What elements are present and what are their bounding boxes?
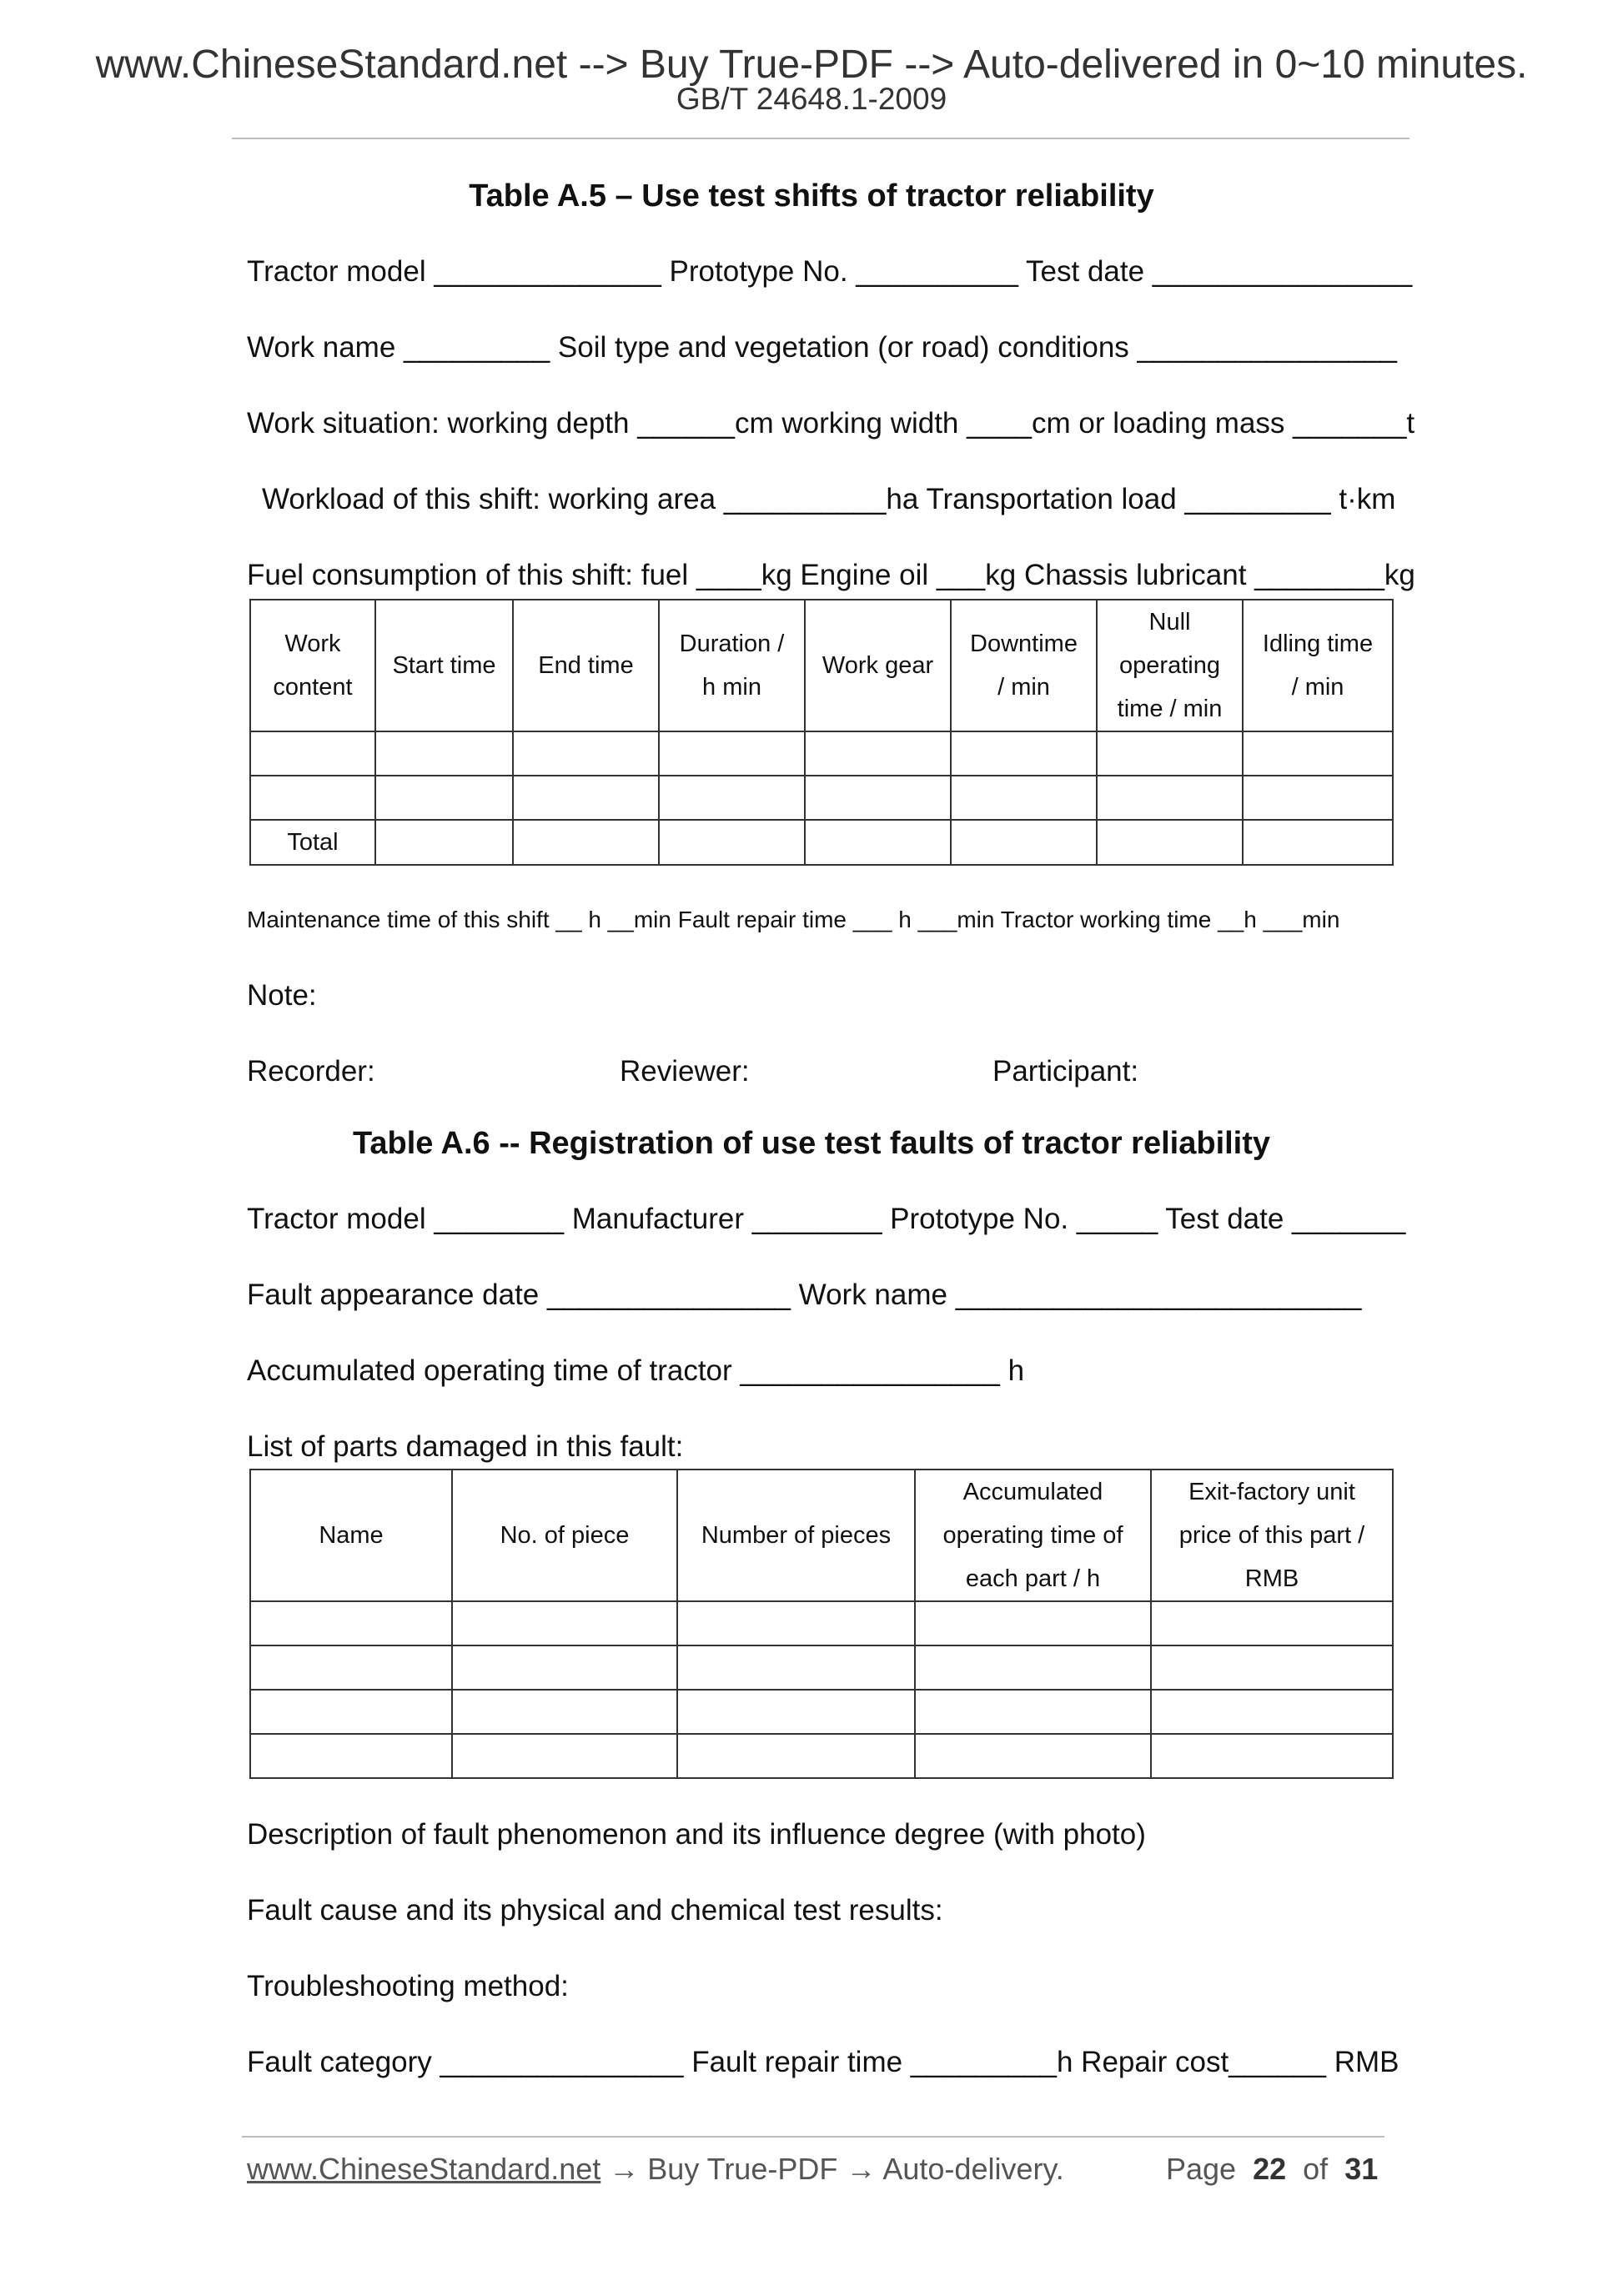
table-cell[interactable] (1097, 776, 1243, 820)
table-cell[interactable] (1243, 820, 1393, 865)
page-number: 22 (1253, 2152, 1287, 2186)
a6-fault-date-line: Fault appearance date _______________ Work name _________________________ (247, 1279, 1362, 1311)
a6-accumulated-time-line: Accumulated operating time of tractor ________________ h (247, 1354, 1025, 1387)
page-indicator (1166, 2152, 1378, 2187)
table-cell[interactable] (452, 1734, 677, 1778)
header-duration: Duration / h min (659, 600, 805, 731)
table-cell[interactable] (659, 820, 805, 865)
table-cell[interactable] (452, 1601, 677, 1645)
table-cell[interactable] (1243, 731, 1393, 776)
table-cell[interactable] (915, 1601, 1151, 1645)
table-a5-total-row (250, 820, 1393, 865)
table-cell[interactable] (452, 1690, 677, 1734)
a6-fault-cause: Fault cause and its physical and chemical test results: (247, 1894, 943, 1927)
table-cell[interactable] (1243, 776, 1393, 820)
table-cell[interactable] (1097, 820, 1243, 865)
header-accumulated-operating-time: Accumulated operating time of each part / h (915, 1470, 1151, 1601)
table-a6-grid (249, 1469, 1394, 1779)
table-cell[interactable] (951, 731, 1097, 776)
table-cell[interactable] (915, 1734, 1151, 1778)
a5-participant: Participant: (992, 1055, 1139, 1088)
table-cell[interactable] (375, 776, 513, 820)
table-cell[interactable] (951, 776, 1097, 820)
of-label: of (1303, 2152, 1329, 2186)
footer-auto-delivery: Auto-delivery. (882, 2152, 1064, 2186)
page-total: 31 (1344, 2152, 1379, 2186)
standard-number: GB/T 24648.1-2009 (676, 82, 947, 116)
a5-workload-line: Workload of this shift: working area __________ha Transportation load _________ t·km (262, 483, 1396, 515)
table-a6-header-row (250, 1470, 1393, 1601)
table-row (250, 1734, 1393, 1778)
table-cell[interactable] (452, 1645, 677, 1690)
table-cell[interactable] (513, 820, 659, 865)
total-label: Total (250, 820, 375, 865)
table-cell[interactable] (1097, 731, 1243, 776)
table-cell[interactable] (513, 776, 659, 820)
a5-work-name-line: Work name _________ Soil type and vegetation (or road) conditions ________________ (247, 331, 1397, 364)
a5-note: Note: (247, 979, 317, 1012)
header-start-time: Start time (375, 600, 513, 731)
a5-recorder: Recorder: (247, 1055, 375, 1088)
table-cell[interactable] (250, 1734, 452, 1778)
page-label: Page (1166, 2152, 1237, 2186)
top-banner: www.ChineseStandard.net --> Buy True-PDF --> Auto-delivered in 0~10 minutes. (95, 43, 1528, 87)
table-cell[interactable] (250, 776, 375, 820)
header-idling-time: Idling time / min (1243, 600, 1393, 731)
a5-work-situation-line: Work situation: working depth ______cm working width ____cm or loading mass _______t (247, 407, 1415, 440)
table-cell[interactable] (677, 1645, 915, 1690)
header-downtime: Downtime / min (951, 600, 1097, 731)
table-cell[interactable] (677, 1734, 915, 1778)
a6-fault-description: Description of fault phenomenon and its influence degree (with photo) (247, 1818, 1146, 1851)
table-row (250, 1645, 1393, 1690)
table-cell[interactable] (915, 1645, 1151, 1690)
header-no-of-piece: No. of piece (452, 1470, 677, 1601)
header-null-operating-time: Null operating time / min (1097, 600, 1243, 731)
table-a5-grid (249, 599, 1394, 866)
table-cell[interactable] (677, 1690, 915, 1734)
header-end-time: End time (513, 600, 659, 731)
table-cell[interactable] (1151, 1601, 1393, 1645)
table-cell[interactable] (915, 1690, 1151, 1734)
a6-parts-list-label: List of parts damaged in this fault: (247, 1430, 684, 1463)
table-row (250, 776, 1393, 820)
header-name: Name (250, 1470, 452, 1601)
table-cell[interactable] (677, 1601, 915, 1645)
table-cell[interactable] (513, 731, 659, 776)
table-a5-header-row (250, 600, 1393, 731)
table-cell[interactable] (1151, 1645, 1393, 1690)
table-row (250, 1601, 1393, 1645)
table-cell[interactable] (951, 820, 1097, 865)
a6-troubleshooting-method: Troubleshooting method: (247, 1970, 569, 2002)
table-a5-title: Table A.5 – Use test shifts of tractor reliability (469, 178, 1154, 214)
header-work-content: Work content (250, 600, 375, 731)
table-a6-title: Table A.6 -- Registration of use test faults of tractor reliability (352, 1126, 1271, 1161)
table-cell[interactable] (805, 820, 951, 865)
footer-text (247, 2152, 1064, 2187)
table-cell[interactable] (1151, 1690, 1393, 1734)
table-cell[interactable] (659, 776, 805, 820)
table-cell[interactable] (250, 731, 375, 776)
arrow-right-icon: → (609, 2152, 640, 2186)
header-exit-factory-price: Exit-factory unit price of this part / RMB (1151, 1470, 1393, 1601)
a5-maintenance-time-line: Maintenance time of this shift __ h __min Fault repair time ___ h ___min Tractor working time __h ___min (247, 907, 1340, 932)
a5-reviewer: Reviewer: (620, 1055, 750, 1088)
table-cell[interactable] (250, 1645, 452, 1690)
a6-tractor-model-line: Tractor model ________ Manufacturer ________ Prototype No. _____ Test date _______ (247, 1203, 1406, 1235)
table-cell[interactable] (1151, 1734, 1393, 1778)
arrow-right-icon: → (846, 2152, 877, 2186)
table-cell[interactable] (805, 731, 951, 776)
table-row (250, 731, 1393, 776)
a6-fault-category-line: Fault category _______________ Fault repair time _________h Repair cost______ RMB (247, 2046, 1399, 2078)
footer-divider (242, 2136, 1384, 2138)
a5-fuel-consumption-line: Fuel consumption of this shift: fuel ____kg Engine oil ___kg Chassis lubricant ________kg (247, 559, 1415, 591)
header-work-gear: Work gear (805, 600, 951, 731)
table-cell[interactable] (250, 1690, 452, 1734)
table-cell[interactable] (250, 1601, 452, 1645)
table-cell[interactable] (375, 731, 513, 776)
footer-link[interactable]: www.ChineseStandard.net (247, 2152, 601, 2186)
table-cell[interactable] (805, 776, 951, 820)
header-divider (232, 138, 1409, 139)
header-number-of-pieces: Number of pieces (677, 1470, 915, 1601)
table-row (250, 1690, 1393, 1734)
footer-buy: Buy True-PDF (647, 2152, 838, 2186)
a5-tractor-model-line: Tractor model ______________ Prototype No. __________ Test date ________________ (247, 255, 1413, 288)
table-cell[interactable] (375, 820, 513, 865)
table-cell[interactable] (659, 731, 805, 776)
